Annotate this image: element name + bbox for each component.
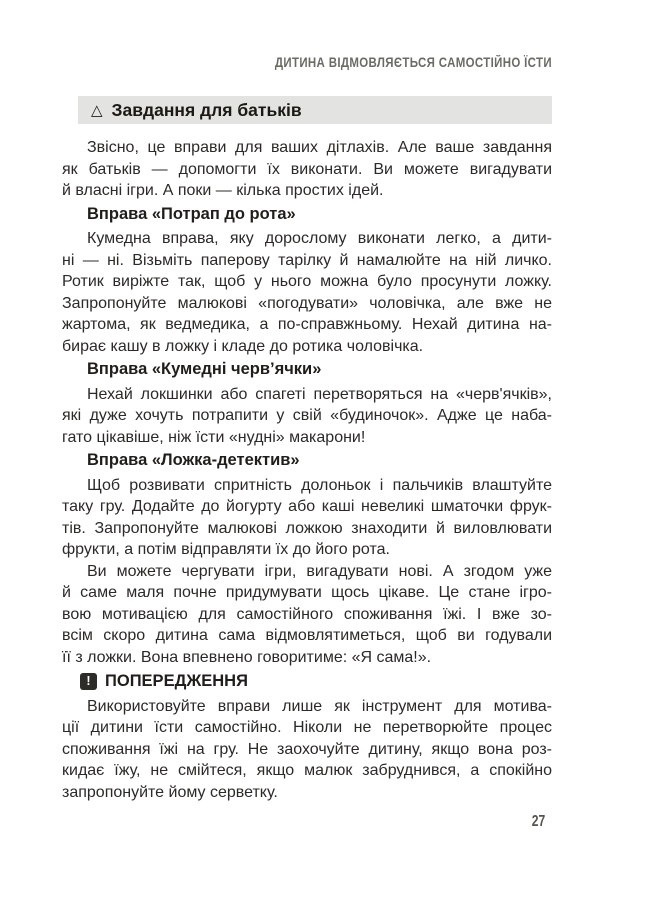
text-line: які дуже хочуть потрапити у свій «будиночок». Адже це наба-	[62, 407, 552, 424]
text-line: Щоб розвивати спритність долоньок і пальчиків влаштуйте	[87, 476, 552, 494]
text-line: Ротик виріжте так, щоб у нього можна було просунути ложку.	[62, 273, 552, 290]
text-line: жартома, як ведмедика, а по-справжньому. Нехай дитина на-	[62, 316, 552, 333]
text-line: ції дитини їсти самостійно. Ніколи не перетворюйте процес	[62, 719, 552, 736]
exercise3-title: Вправа «Ложка-детектив»	[87, 451, 300, 469]
exercise1-title: Вправа «Потрап до рота»	[87, 204, 296, 223]
text-line: Використовуйте вправи лише як інструмент для мотива-	[87, 697, 552, 715]
text-line: ні — ні. Візьміть паперову тарілку й намалюйте на ній личко.	[62, 251, 552, 269]
page-number-value: 27	[531, 813, 545, 830]
section-heading-bar	[78, 96, 552, 124]
text-line: всім скоро дитина сама відмовлятиметься, щоб ви годували	[62, 627, 552, 644]
text-line: споживання їжі на гру. Не заохочуйте дитину, якщо вона роз-	[62, 740, 552, 758]
exercise2-paragraph	[62, 384, 552, 449]
exercise1-paragraph	[62, 228, 552, 357]
text-line: Кумедна вправа, яку дорослому виконати легко, а дити-	[87, 230, 552, 247]
running-header-text: ДИТИНА ВІДМОВЛЯЄТЬСЯ САМОСТІЙНО ЇСТИ	[274, 55, 552, 70]
page-content	[62, 0, 552, 831]
exclamation-glyph: !	[86, 674, 91, 688]
text-line: Запропонуйте малюкові «погодувати» чоловічка, але вже не	[62, 294, 552, 312]
text-line: гато цікавіше, ніж їсти «нудні» макарони!	[62, 428, 366, 446]
exclamation-icon	[80, 673, 97, 690]
triangle-icon: △	[91, 102, 103, 119]
text-line: запропонуйте йому серветку.	[62, 783, 278, 801]
warning-title: ПОПЕРЕДЖЕННЯ	[105, 672, 248, 690]
text-line: таку гру. Додайте до йогурту або каші невеликі шматочки фрук-	[62, 498, 552, 515]
text-line: Ви можете чергувати ігри, вигадувати нові. А згодом уже	[87, 562, 552, 580]
exercise3-paragraph	[62, 475, 552, 561]
warning-paragraph	[62, 696, 552, 804]
text-line: Нехай локшинки або спагеті перетворяться на «черв'ячків»,	[87, 385, 552, 403]
section-heading-label: Завдання для батьків	[111, 99, 302, 120]
text-line: як батьків — допомогти їх виконати. Ви можете вигадувати	[62, 160, 552, 178]
conclusion-paragraph	[62, 561, 552, 669]
text-line: й власні ігри. А поки — кілька простих ідей.	[62, 182, 384, 199]
text-line: тів. Запропонуйте малюкові ложкою знаходити й виловлювати	[62, 519, 552, 537]
exercise2-title: Вправа «Кумедні черв’ячки»	[87, 360, 322, 378]
running-header	[62, 0, 552, 70]
text-line: й саме маля почне придумувати щось цікаве. Це стане ігро-	[62, 584, 552, 601]
text-line: її з ложки. Вона впевнено говоритиме: «Я сама!».	[62, 648, 432, 666]
text-line: Звісно, це вправи для ваших дітлахів. Але ваше завдання	[87, 139, 552, 156]
intro-paragraph	[62, 137, 552, 202]
warning-heading	[62, 671, 552, 693]
page-number	[62, 813, 552, 831]
text-line: кидає їжу, не смійтеся, якщо малюк забруднився, а спокійно	[62, 762, 552, 779]
text-line: вою мотивацією для самостійного споживання їжі. І вже зо-	[62, 605, 552, 623]
text-line: фрукти, а потім відправляти їх до його рота.	[62, 541, 390, 558]
text-line: бирає кашу в ложку і кладе до ротика чоловічка.	[62, 337, 424, 355]
